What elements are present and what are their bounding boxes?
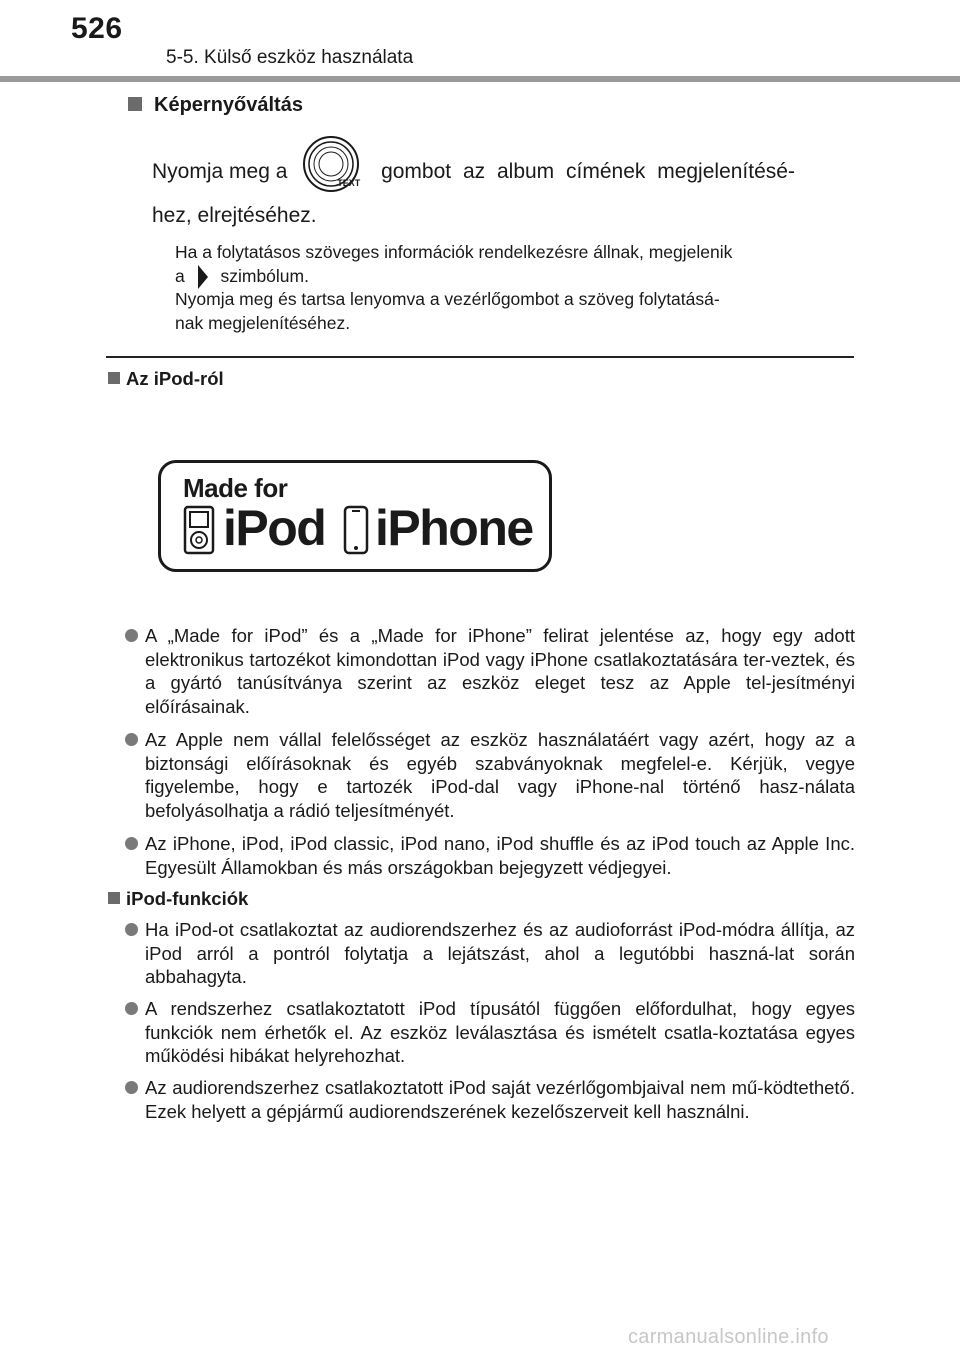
note-line-1: Ha a folytatásos szöveges információk rendelkezésre állnak, megjelenik [175,242,733,262]
list-item [125,624,855,718]
instruction-after: gombot az album címének megjelenítésé- [381,160,795,183]
round-bullet-icon [125,1002,138,1015]
badge-top-text: Made for [183,473,288,503]
round-bullet-icon [125,629,138,642]
text-knob-icon [293,148,369,188]
round-bullet-icon [125,1081,138,1094]
instruction-line-2: hez, elrejtéséhez. [152,204,317,227]
section-divider [106,356,854,358]
watermark: carmanualsonline.info [628,1326,829,1348]
note-line-2-before: a [175,265,185,286]
page-number: 526 [71,12,123,45]
list-item [125,728,855,822]
continue-arrow-icon [190,264,216,286]
section-heading-ipod [108,368,224,390]
chapter-title: 5-5. Külső eszköz használata [166,47,414,68]
list-item-text: Ha iPod-ot csatlakoztat az audiorendszerhez és az audioforrást iPod-módra állítja, az iPod arról a pontról folytatja a lejátszást, ahol a legutóbbi haszná-lat során abbahagyta. [145,919,855,988]
list-item [125,832,855,879]
section-heading-text: iPod-funkciók [126,888,249,909]
round-bullet-icon [125,837,138,850]
made-for-ipod-iphone-badge [158,460,552,572]
note-line-3: Nyomja meg és tartsa lenyomva a vezérlőgombot a szöveg folytatásá- [175,289,720,309]
note-line-2-after: szimbólum. [220,265,309,286]
list-item [125,997,855,1068]
list-item-text: A „Made for iPod” és a „Made for iPhone” felirat jelentése az, hogy egy adott elektronikus tartozékot kimondottan iPod vagy iPhone csatlakoztatására ter-veztek, és a gyártó tanúsítványa szerint az eszköz eleget tesz az Apple tel-jesítményi előírásainak. [145,625,855,717]
list-item-text: Az audiorendszerhez csatlakoztatott iPod saját vezérlőgombjaival nem mű-ködtethető. Ezek helyett a gépjármű audiorendszerének kezelőszerveit kell használni. [145,1077,855,1122]
note-block [175,241,855,335]
text-knob-label: TEXT [337,178,361,189]
list-item-text: Az iPhone, iPod, iPod classic, iPod nano, iPod shuffle és az iPod touch az Apple Inc. Egyesült Államokban és más országokban bejegyzett védjegyei. [145,833,855,878]
section-heading-text: Képernyőváltás [154,94,303,116]
section-heading-screen [128,94,303,117]
square-bullet-icon [108,372,120,384]
header-rule [0,76,960,82]
round-bullet-icon [125,923,138,936]
iphone-icon [343,505,369,560]
square-bullet-icon [108,892,120,904]
instruction-line-1 [152,152,854,192]
list-item-text: A rendszerhez csatlakoztatott iPod típusától függően előfordulhat, hogy egyes funkciók nem érhetők el. Az eszköz leválasztása és ismételt csatla-koztatása egyes működési hibákat helyrehozhat. [145,998,855,1067]
list-item [125,1076,855,1123]
round-bullet-icon [125,733,138,746]
square-bullet-icon [128,97,142,111]
badge-ipod-text: iPod [223,500,326,556]
instruction-before: Nyomja meg a [152,160,288,183]
note-line-2 [175,265,855,289]
badge-iphone-text: iPhone [375,500,533,556]
ipod-icon [183,505,215,560]
note-line-4: nak megjelenítéséhez. [175,312,351,333]
list-item [125,918,855,989]
section-heading-text: Az iPod-ról [126,368,224,389]
list-item-text: Az Apple nem vállal felelősséget az eszköz használatáért vagy azért, hogy az a biztonsági előírásoknak és egyéb szabványoknak megfelel-e. Kérjük, vegye figyelembe, hogy e tartozék iPod-dal vagy iPhone-nal történő hasz-nálata befolyásolhatja a rádió teljesítményét. [145,729,855,821]
section-heading-functions [108,888,248,910]
